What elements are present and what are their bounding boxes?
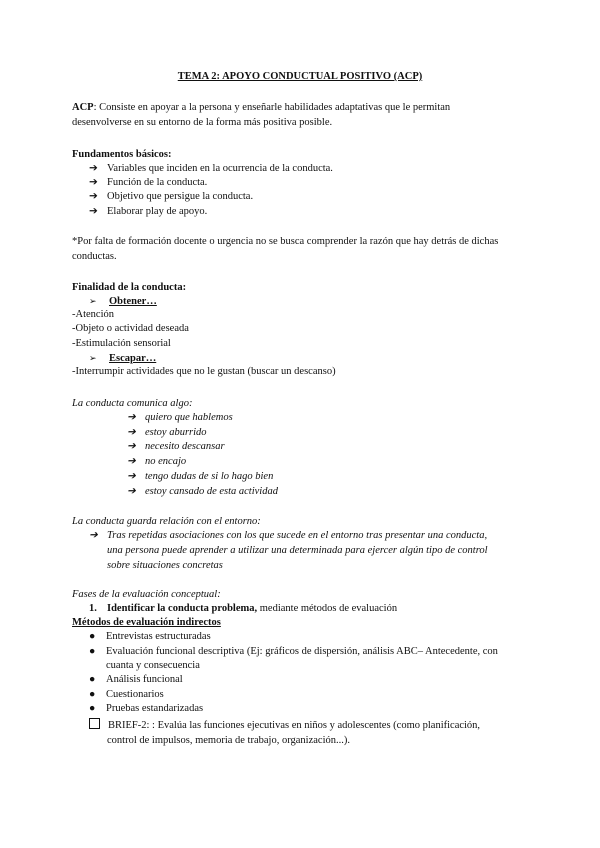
checkbox-icon [89,718,100,729]
comunica-item: ➔ tengo dudas de si lo hago bien [127,470,540,485]
triangle-bullet-icon: ➢ [89,353,97,363]
comunica-item: ➔ necesito descansar [127,440,540,455]
fases-heading: Fases de la evaluación conceptual: [72,589,221,600]
note-line-1: *Por falta de formación docente o urgencia no se busca comprender la razón que hay detrás de dichas [72,236,499,247]
obtener-item: -Atención [72,309,114,320]
comunica-item: ➔ estoy cansado de esta actividad [127,485,540,500]
fases-step-1: 1. Identificar la conducta problema, mediante métodos de evaluación [89,603,398,614]
right-arrow-icon: ➔ [127,441,136,452]
metodos-item-continuation: cuanta y consecuencia [106,660,200,671]
obtener-label-row: ➢ Obtener… [89,296,157,307]
fundamentos-item: ➔ Objetivo que persigue la conducta. [89,190,540,205]
page-title: TEMA 2: APOYO CONDUCTUAL POSITIVO (ACP) [177,71,423,82]
fundamentos-item: ➔ Elaborar play de apoyo. [89,205,540,220]
right-arrow-icon: ➔ [89,163,98,174]
comunica-item: ➔ no encajo [127,455,540,470]
right-arrow-icon: ➔ [89,191,98,202]
metodos-item: ● Entrevistas estructuradas [89,630,540,645]
metodos-item: ● Cuestionarios [89,688,540,703]
fundamentos-item: ➔ Variables que inciden en la ocurrencia de la conducta. [89,162,540,177]
metodos-heading: Métodos de evaluación indirectos [72,617,221,628]
bullet-icon: ● [89,674,96,685]
metodos-item: ● Análisis funcional [89,673,540,688]
right-arrow-icon: ➔ [127,412,136,423]
triangle-bullet-icon: ➢ [89,296,97,306]
right-arrow-icon: ➔ [89,530,98,541]
comunica-item: ➔ quiero que hablemos [127,411,540,426]
acp-definition-line-2: desenvolverse en su entorno de la forma más positiva posible. [72,117,333,128]
right-arrow-icon: ➔ [127,486,136,497]
finalidad-heading: Finalidad de la conducta: [72,282,187,293]
right-arrow-icon: ➔ [127,427,136,438]
bullet-icon: ● [89,703,96,714]
note-line-2: conductas. [72,251,117,262]
entorno-text-line-1: ➔ Tras repetidas asociaciones con los que sucede en el entorno tras presentar una conducta, [89,529,540,544]
obtener-item: -Objeto o actividad deseada [72,323,189,334]
acp-definition-line-1: ACP: Consiste en apoyar a la persona y enseñarle habilidades adaptativas que le permitan [72,102,451,113]
entorno-text-line-3: sobre situaciones concretas [107,560,223,571]
bullet-icon: ● [89,646,96,657]
comunica-item: ➔ estoy aburrido [127,426,540,441]
metodos-item: ● Pruebas estandarizadas [89,702,540,717]
acp-term: ACP [72,102,94,113]
brief-item: BRIEF-2: : Evalúa las funciones ejecutivas en niños y adolescentes (como planificación, [89,718,540,734]
escapar-item: -Interrumpir actividades que no le gustan (buscar un descanso) [72,366,336,377]
right-arrow-icon: ➔ [89,206,98,217]
entorno-heading: La conducta guarda relación con el entorno: [72,516,261,527]
bullet-icon: ● [89,631,96,642]
right-arrow-icon: ➔ [127,456,136,467]
entorno-text-line-2: una persona puede aprender a utilizar una determinada para ejercer algún tipo de control [107,545,488,556]
obtener-item: -Estimulación sensorial [72,338,171,349]
fundamentos-heading: Fundamentos básicos: [72,149,172,160]
right-arrow-icon: ➔ [127,471,136,482]
right-arrow-icon: ➔ [89,177,98,188]
escapar-label-row: ➢ Escapar… [89,353,157,364]
metodos-item: ● Evaluación funcional descriptiva (Ej: gráficos de dispersión, análisis ABC– Antecedente, con [89,645,540,660]
brief-item-continuation: control de impulsos, memoria de trabajo, organización...). [107,735,350,746]
comunica-heading: La conducta comunica algo: [72,398,193,409]
bullet-icon: ● [89,689,96,700]
fundamentos-item: ➔ Función de la conducta. [89,176,540,191]
